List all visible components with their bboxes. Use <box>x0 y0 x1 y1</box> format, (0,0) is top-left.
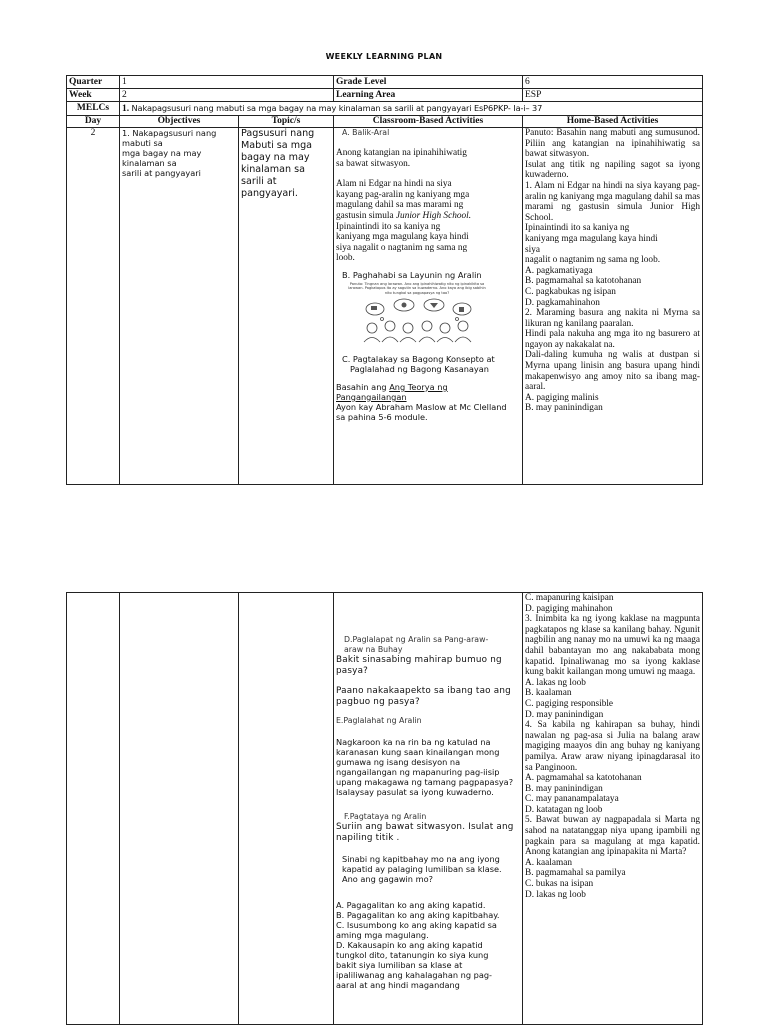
topic-cell-empty <box>239 593 334 1025</box>
objectives-cell-empty <box>120 593 239 1025</box>
melcs-row <box>67 102 703 116</box>
paglalahat-heading: E.Paglalahat ng Aralin <box>336 716 422 725</box>
pagtalakay-heading: C. Pagtalakay sa Bagong Konsepto at Paglalahad ng Bagong Kasanayan <box>342 353 495 374</box>
situation-text: Sinabi ng kapitbahay mo na ang iyong kapatid ay palaging lumiliban sa klase. Ano ang gagawin mo? <box>342 854 502 884</box>
col-topics: Topic/s <box>239 116 334 128</box>
melcs-number: 1. <box>122 104 130 114</box>
col-classroom: Classroom-Based Activities <box>334 116 523 128</box>
question-2: Paano nakakaapekto sa ibang tao ang pagbuo ng pasya? <box>336 686 511 707</box>
week-value: 2 <box>120 89 334 102</box>
document-title: WEEKLY LEARNING PLAN <box>325 52 443 61</box>
melcs-text: Nakapagsusuri nang mabuti sa mga bagay na may kinalaman sa sarili at pangyayari EsP6PKP- Ia-i– 37 <box>131 103 543 113</box>
quarter-label: Quarter <box>69 77 103 87</box>
day2-row <box>67 128 703 485</box>
continued-row <box>67 593 703 1025</box>
paglalahat-text: Nagkaroon ka na rin ba ng katulad na karanasan kung saan kinailangan mong gumawa ng isang desisyon na ngangailangan ng mapanuring pag-iisip upang makagawa ng tamang pagpapasya? Isalaysay pasulat sa iyong kuwaderno. <box>336 737 514 797</box>
classroom-activities-cell <box>334 128 523 485</box>
learning-area-value: ESP <box>523 89 703 102</box>
situation-choices: A. Pagagalitan ko ang aking kapatid. B. Pagagalitan ko ang aking kapitbahay. C. Isusumbong ko ang aking kapatid sa aming mga magulang. D. Kakausapin ko ang aking kapatid tungkol dito, tatanungin ko siya kung bakit siya lumiliban sa klase at ipaliliwanag ang kahalagahan ng pag- aaral at ang hindi magandang <box>336 900 500 990</box>
pagtataya-heading: F.Pagtataya ng Aralin <box>344 812 427 821</box>
teorya-link[interactable]: Ang Teorya ng <box>389 381 448 392</box>
basahin-text: Basahin ang Ang Teorya ng Pangangailangan Ayon kay Abraham Maslow at Mc Clelland sa pahina 5-6 module. <box>336 381 507 422</box>
paglalapat-heading: D.Paglalapat ng Aralin sa Pang-araw- araw na Buhay <box>344 635 489 654</box>
home-activities-cell-2: C. mapanuring kaisipan D. pagiging mahinahon 3. Inimbita ka ng iyong kaklase na magpunta pagkatapos ng klase sa kanilang bahay. Ngunit nagbilin ang nanay mo na umuwi ka ng maaga dahil babantayan mo ang nakababata mong kapatid. Ipinaliwanag mo sa iyong kaklase kung bakit kailangan mong umuwi ng maaga. A. lakas ng loob B. kaalaman C. pagiging responsible D. may paninindigan 4. Sa kabila ng kahirapan sa buhay, hindi nawalan ng pag-asa si Julia na balang araw magiging maayos din ang buhay ng kaniyang pamilya. Araw araw niyang ipinagdarasal ito sa Panginoon. A. pagmamahal sa katotohanan B. may paninindigan C. may pananampalataya D. katatagan ng loob 5. Bawat buwan ay nagpapadala si Marta ng sahod na natatanggap niya upang ipambili ng pagkain para sa magulang at mga kapatid. Anong katangian ang ipinapakita ni Marta? A. kaalaman B. pagmamahal sa pamilya C. bukas na isipan D. lakas ng loob <box>523 593 703 1025</box>
home-activities-cell: Panuto: Basahin nang mabuti ang sumusunod. Piliin ang katangian na ipinahihiwatig sa bawat sitwasyon. Isulat ang titik ng napiling sagot sa iyong kuwaderno. 1. Alam ni Edgar na hindi na siya kayang pag-aralin ng kaniyang mga magulang dahil sa mas marami ng gastusin simula Junior High School. Ipinaintindi ito sa kaniya ng kaniyang mga magulang kaya hindi siya nagalit o nagtanim ng sama ng loob. A. pagkamatiyaga B. pagmamahal sa katotohanan C. pagkabukas ng isipan D. pagkamahinahon 2. Maraming basura ang nakita ni Myrna sa likuran ng kanilang paaralan. Hindi pala nakuha ang mga ito ng basurero at ngayon ay nakakalat na. Dali-daling kumuha ng walis at dustpan si Myrna upang linisin ang basura upang hindi makapenwisyo ang amoy nito sa ibang mag-aaral. A. pagiging malinis B. may paninindigan <box>523 128 703 485</box>
students-illustration <box>342 282 492 352</box>
paghahabi-heading: B. Paghahabi sa Layunin ng Aralin <box>342 269 482 280</box>
col-objectives: Objectives <box>120 116 239 128</box>
quarter-row <box>67 76 703 89</box>
grade-level-label: Grade Level <box>336 77 387 87</box>
objectives-cell: 1. Nakapagsusuri nang mabuti sa mga bagay na may kinalaman sa sarili at pangyayari <box>120 128 239 485</box>
week-label: Week <box>69 90 92 100</box>
column-header-row <box>67 116 703 128</box>
pagtataya-text: Suriin ang bawat sitwasyon. Isulat ang napiling titik . <box>336 822 514 843</box>
plan-table-page1 <box>66 75 703 485</box>
topic-cell: Pagsusuri nang Mabuti sa mga bagay na may kinalaman sa sarili at pangyayari. <box>239 128 334 485</box>
grade-level-value: 6 <box>523 76 703 89</box>
question-1: Bakit sinasabing mahirap bumuo ng pasya? <box>336 655 502 676</box>
quarter-value: 1 <box>120 76 334 89</box>
balik-aral-text: Anong katangian na ipinahihiwatig sa bawat sitwasyon. Alam ni Edgar na hindi na siya kayang pag-aralin ng kaniyang mga magulang dahil sa mas marami ng gastusin simula Junior High School. Ipinaintindi ito sa kaniya ng kaniyang mga magulang kaya hindi siya nagalit o nagtanim ng sama ng loob. <box>336 148 472 264</box>
melcs-label: MELCs <box>76 103 110 113</box>
learning-area-label: Learning Area <box>336 90 396 100</box>
illustration-caption: Panuto: Tingnan ang larawan. Ano ang ipinahihiwatig nito ng ipinakikita sa larawan. Pagkatapos ito ay sagutin sa kuwaderno. Ano kaya ang ibig sabihin nito tungkol sa pagpapasya ng tao? <box>348 281 486 295</box>
plan-table-page2 <box>66 592 703 1025</box>
balik-aral-heading: A. Balik-Aral <box>342 128 390 137</box>
day-number: 2 <box>67 128 120 485</box>
col-day: Day <box>67 116 120 128</box>
day-cell-empty <box>67 593 120 1025</box>
week-row <box>67 89 703 102</box>
col-home: Home-Based Activities <box>523 116 703 128</box>
thinking-students-icon <box>342 295 492 343</box>
classroom-activities-cell-2 <box>334 593 523 1025</box>
